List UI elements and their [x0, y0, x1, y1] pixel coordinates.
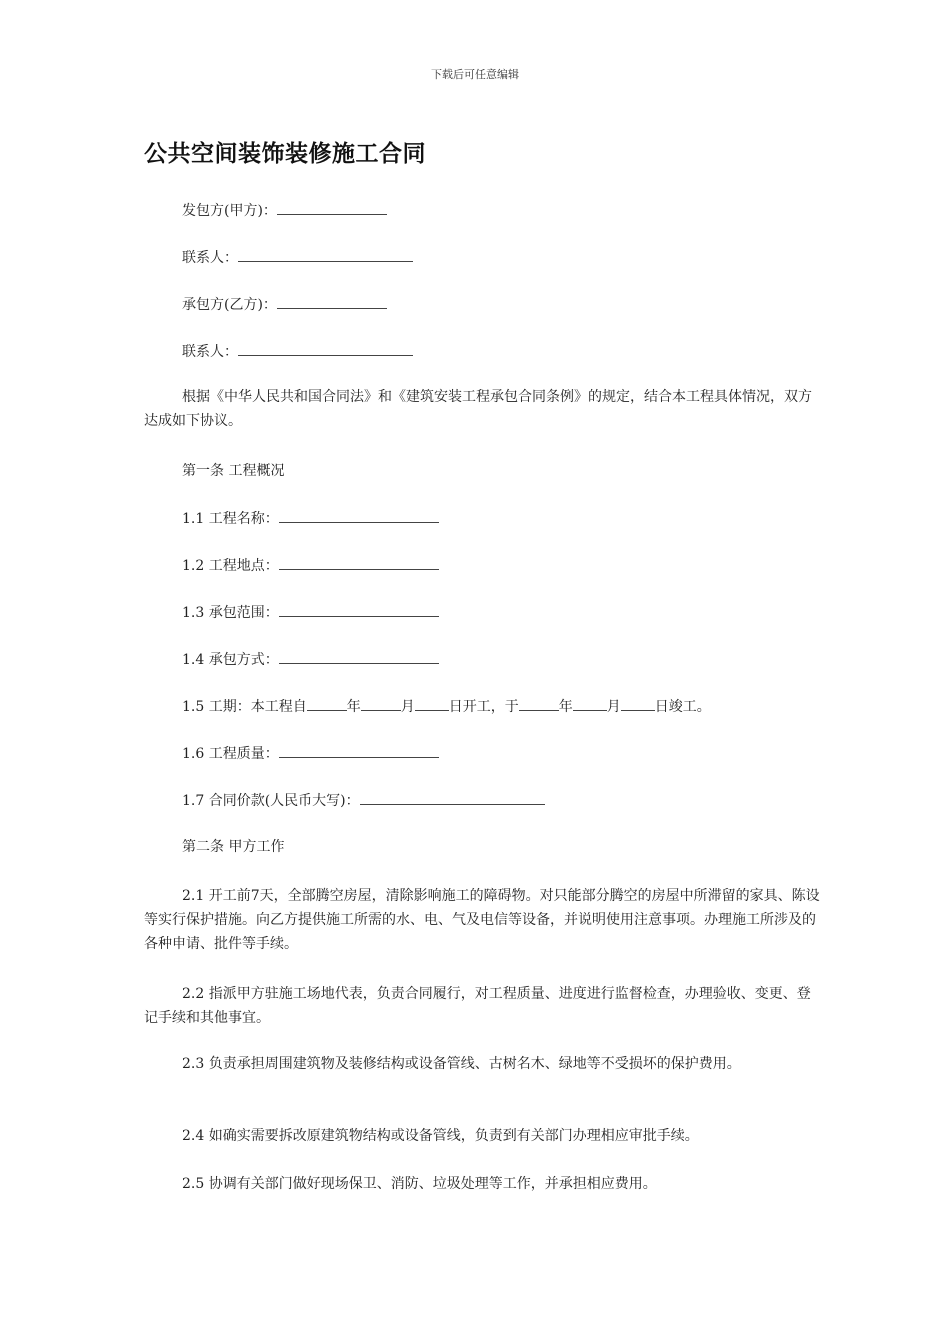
item-1-7: [182, 790, 545, 811]
item-1-6-blank: [279, 743, 439, 758]
contact-b-blank: [238, 341, 413, 356]
item-1-3: [182, 602, 439, 623]
item-1-7-blank: [360, 790, 545, 805]
item-1-1-blank: [279, 508, 439, 523]
start-day-blank: [415, 696, 449, 711]
contact-b-label: 联系人：: [182, 344, 238, 360]
item-1-5-part-7: 日竣工。: [654, 699, 711, 715]
item-2-2: 2.2 指派甲方驻施工场地代表，负责合同履行，对工程质量、进度进行监督检查，办理验收、变更、登记手续和其他事宜。: [144, 986, 811, 1026]
header-note: 下载后可任意编辑: [431, 68, 519, 81]
party-a-line: [182, 200, 387, 221]
item-1-5: [182, 696, 711, 717]
party-b-label: 承包方(乙方)：: [182, 297, 277, 313]
document-title: 公共空间装饰装修施工合同: [144, 141, 426, 167]
end-day-blank: [621, 696, 655, 711]
item-2-3: 2.3 负责承担周围建筑物及装修结构或设备管线、古树名木、绿地等不受损坏的保护费用。: [182, 1056, 741, 1072]
item-2-1: 2.1 开工前7天，全部腾空房屋，清除影响施工的障碍物。对只能部分腾空的房屋中所滞留的家具、陈设等实行保护措施。向乙方提供施工所需的水、电、气及电信等设备，并说明使用注意事项。办理施工所涉及的各种申请、批件等手续。: [144, 888, 820, 952]
item-1-5-part-4: 日开工，于: [448, 699, 519, 715]
end-year-blank: [519, 696, 559, 711]
party-b-blank: [277, 294, 387, 309]
item-1-5-part-3: 月: [400, 699, 415, 715]
item-1-5-part-1: 1.5 工期：本工程自: [182, 699, 307, 715]
start-month-blank: [361, 696, 401, 711]
item-1-1: [182, 508, 439, 529]
item-2-4: 2.4 如确实需要拆改原建筑物结构或设备管线，负责到有关部门办理相应审批手续。: [182, 1128, 699, 1144]
item-1-5-part-6: 月: [606, 699, 621, 715]
end-month-blank: [573, 696, 607, 711]
item-1-2-blank: [279, 555, 439, 570]
article-2-heading: 第二条 甲方工作: [182, 839, 285, 855]
party-b-line: [182, 294, 387, 315]
item-1-3-blank: [279, 602, 439, 617]
item-1-5-part-5: 年: [558, 699, 573, 715]
item-1-5-part-2: 年: [346, 699, 361, 715]
item-1-2: [182, 555, 439, 576]
party-a-label: 发包方(甲方)：: [182, 203, 277, 219]
item-1-6: [182, 743, 439, 764]
contact-a-blank: [238, 247, 413, 262]
item-1-2-label: 1.2 工程地点：: [182, 558, 279, 574]
item-2-5: 2.5 协调有关部门做好现场保卫、消防、垃圾处理等工作，并承担相应费用。: [182, 1176, 657, 1192]
start-year-blank: [307, 696, 347, 711]
item-1-3-label: 1.3 承包范围：: [182, 605, 279, 621]
item-1-4-blank: [279, 649, 439, 664]
article-1-heading: 第一条 工程概况: [182, 463, 285, 479]
item-1-6-label: 1.6 工程质量：: [182, 746, 279, 762]
item-1-1-label: 1.1 工程名称：: [182, 511, 279, 527]
contact-a-line: [182, 247, 413, 268]
contact-a-label: 联系人：: [182, 250, 238, 266]
party-a-blank: [277, 200, 387, 215]
preamble-paragraph: 根据《中华人民共和国合同法》和《建筑安装工程承包合同条例》的规定，结合本工程具体情况，双方达成如下协议。: [144, 389, 812, 429]
item-1-4-label: 1.4 承包方式：: [182, 652, 279, 668]
item-1-7-label: 1.7 合同价款(人民币大写)：: [182, 793, 360, 809]
item-1-4: [182, 649, 439, 670]
contact-b-line: [182, 341, 413, 362]
